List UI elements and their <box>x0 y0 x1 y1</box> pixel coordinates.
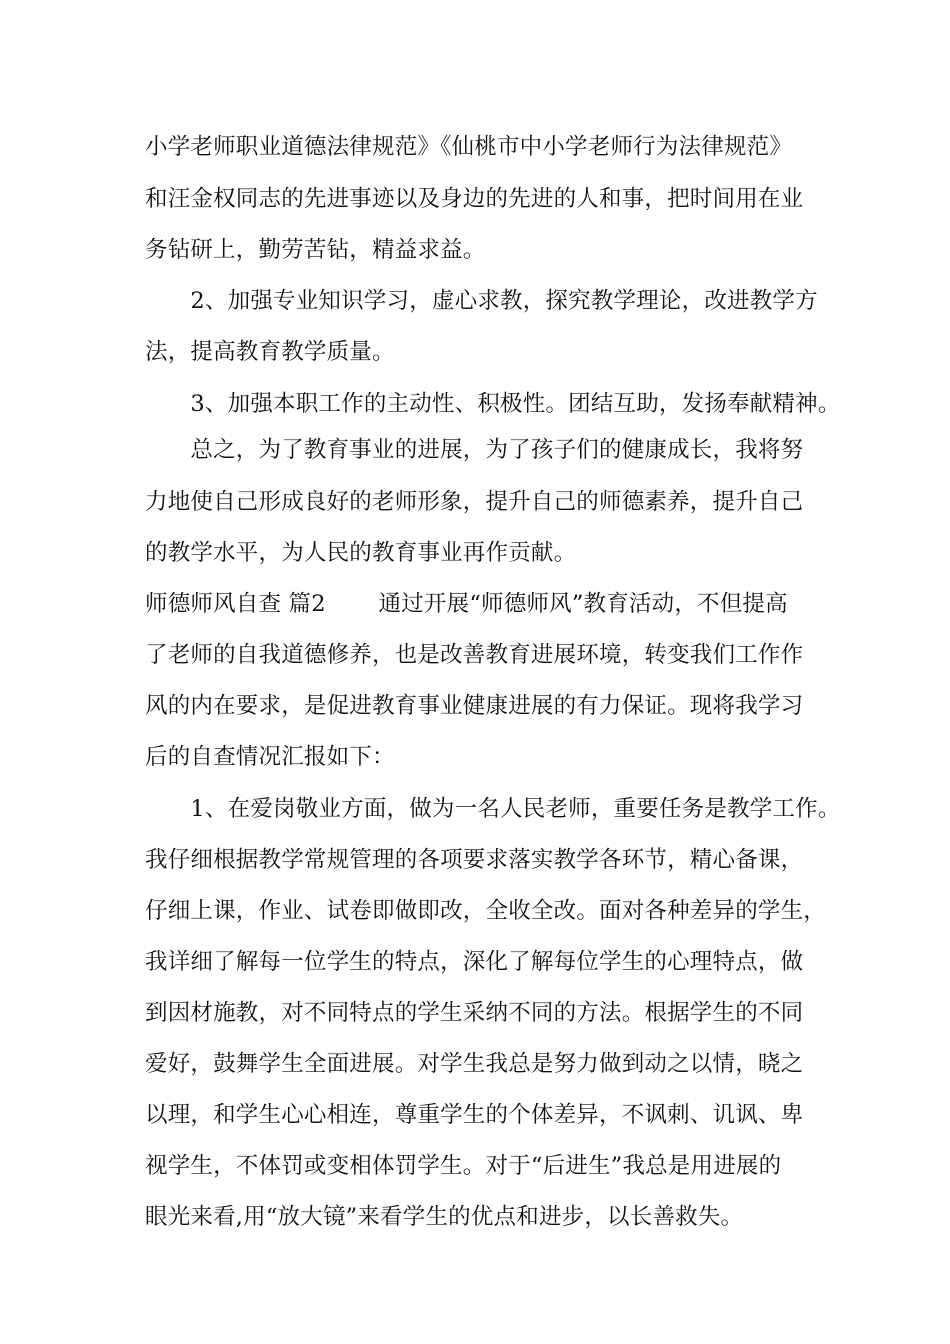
text-line: 我仔细根据教学常规管理的各项要求落实教学各环节，精心备课， <box>145 847 804 873</box>
text-line: 我详细了解每一位学生的特点，深化了解每位学生的心理特点，做 <box>145 949 804 975</box>
text-line: 后的自查情况汇报如下： <box>145 744 395 770</box>
text-line: 的教学水平，为人民的教育事业再作贡献。 <box>145 540 577 566</box>
text-line: 仔细上课，作业、试卷即做即改，全收全改。面对各种差异的学生， <box>145 898 827 924</box>
text-line: 以理，和学生心心相连，尊重学生的个体差异，不讽刺、讥讽、卑 <box>145 1102 804 1128</box>
text-line: 爱好，鼓舞学生全面进展。对学生我总是努力做到动之以情，晓之 <box>145 1051 804 1077</box>
paragraph-start-line: 3、加强本职工作的主动性、积极性。团结互助，发扬奉献精神。 <box>145 391 841 417</box>
text-line: 到因材施教，对不同特点的学生采纳不同的方法。根据学生的不同 <box>145 1000 804 1026</box>
text-line: 风的内在要求，是促进教育事业健康进展的有力保证。现将我学习 <box>145 693 804 719</box>
text-line: 小学老师职业道德法律规范》《仙桃市中小学老师行为法律规范》 <box>145 134 793 160</box>
text-line: 视学生，不体罚或变相体罚学生。对于“后进生”我总是用进展的 <box>145 1153 782 1179</box>
text-line: 眼光来看,用“放大镜”来看学生的优点和进步，以长善救失。 <box>145 1204 744 1230</box>
paragraph-start-line: 2、加强专业知识学习，虚心求教，探究教学理论，改进教学方 <box>145 288 818 314</box>
text-line: 力地使自己形成良好的老师形象，提升自己的师德素养，提升自己 <box>145 489 804 515</box>
section-heading-line: 师德师风自查 篇2 通过开展“师德师风”教育活动，不但提高 <box>145 591 788 617</box>
text-line: 务钻研上，勤劳苦钻，精益求益。 <box>145 237 486 263</box>
text-line: 和汪金权同志的先进事迹以及身边的先进的人和事，把时间用在业 <box>145 186 804 212</box>
paragraph-start-line: 1、在爱岗敬业方面，做为一名人民老师，重要任务是教学工作。 <box>145 796 841 822</box>
text-line: 了老师的自我道德修养，也是改善教育进展环境，转变我们工作作 <box>145 642 804 668</box>
paragraph-start-line: 总之，为了教育事业的进展，为了孩子们的健康成长，我将努 <box>145 437 804 463</box>
text-line: 法，提高教育教学质量。 <box>145 339 395 365</box>
